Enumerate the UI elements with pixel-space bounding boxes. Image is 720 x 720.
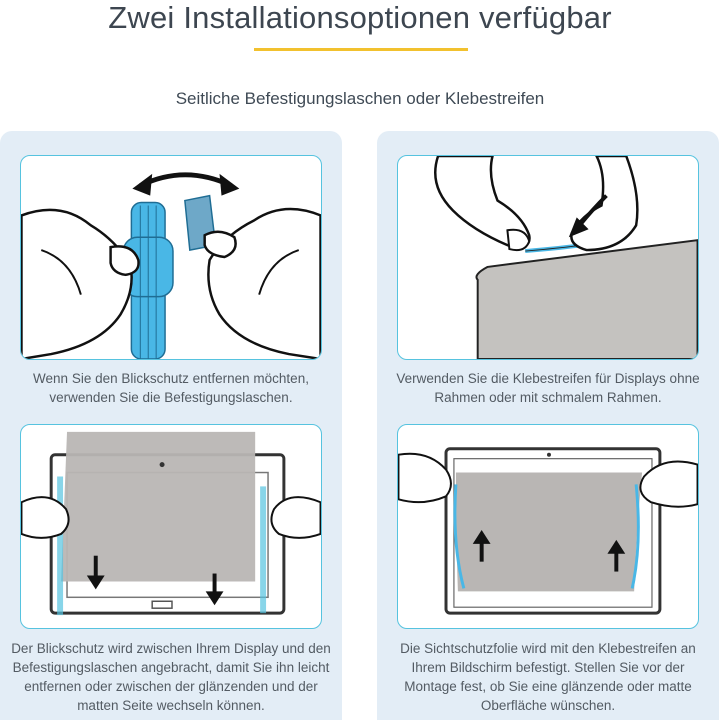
caption-filter-adhesive: Die Sichtschutzfolie wird mit den Klebestreifen an Ihrem Bildschirm befestigt. Stellen Sie vor der Montage fest, ob Sie eine glänzende oder matte Oberfläche wünschen. xyxy=(400,641,696,713)
adhesive-hands-drawing xyxy=(398,156,698,359)
screen-corner xyxy=(476,240,697,359)
title-underline xyxy=(254,48,468,51)
monitor-adhesive-drawing xyxy=(398,425,698,628)
page-subtitle: Seitliche Befestigungslaschen oder Klebestreifen xyxy=(175,89,545,108)
card-adhesive-strips xyxy=(377,131,719,720)
caption-remove-tabs: Wenn Sie den Blickschutz entfernen möchten, verwenden Sie die Befestigungslaschen. xyxy=(33,371,309,405)
illustration-filter-adhesive xyxy=(397,424,699,629)
tabs-hands-drawing xyxy=(21,156,321,359)
double-arrow-icon xyxy=(140,175,231,186)
card-mounting-tabs xyxy=(0,131,342,720)
caption-use-adhesive: Verwenden Sie die Klebestreifen für Displays ohne Rahmen oder mit schmalem Rahmen. xyxy=(396,371,700,405)
page-title: Zwei Installationsoptionen verfügbar xyxy=(108,0,612,35)
privacy-filter-sheet xyxy=(456,473,642,592)
monitor-tabs-drawing xyxy=(21,425,321,628)
illustration-applying-adhesive xyxy=(397,155,699,360)
illustration-hands-holding-tabs xyxy=(20,155,322,360)
caption-filter-between-tabs: Der Blickschutz wird zwischen Ihrem Display und den Befestigungslaschen angebracht, damit Sie ihn leicht entfernen oder zwischen der glänzenden und der matten Seite wechseln können. xyxy=(11,641,331,713)
illustration-filter-in-tabs xyxy=(20,424,322,629)
privacy-filter-sheet xyxy=(61,432,255,582)
